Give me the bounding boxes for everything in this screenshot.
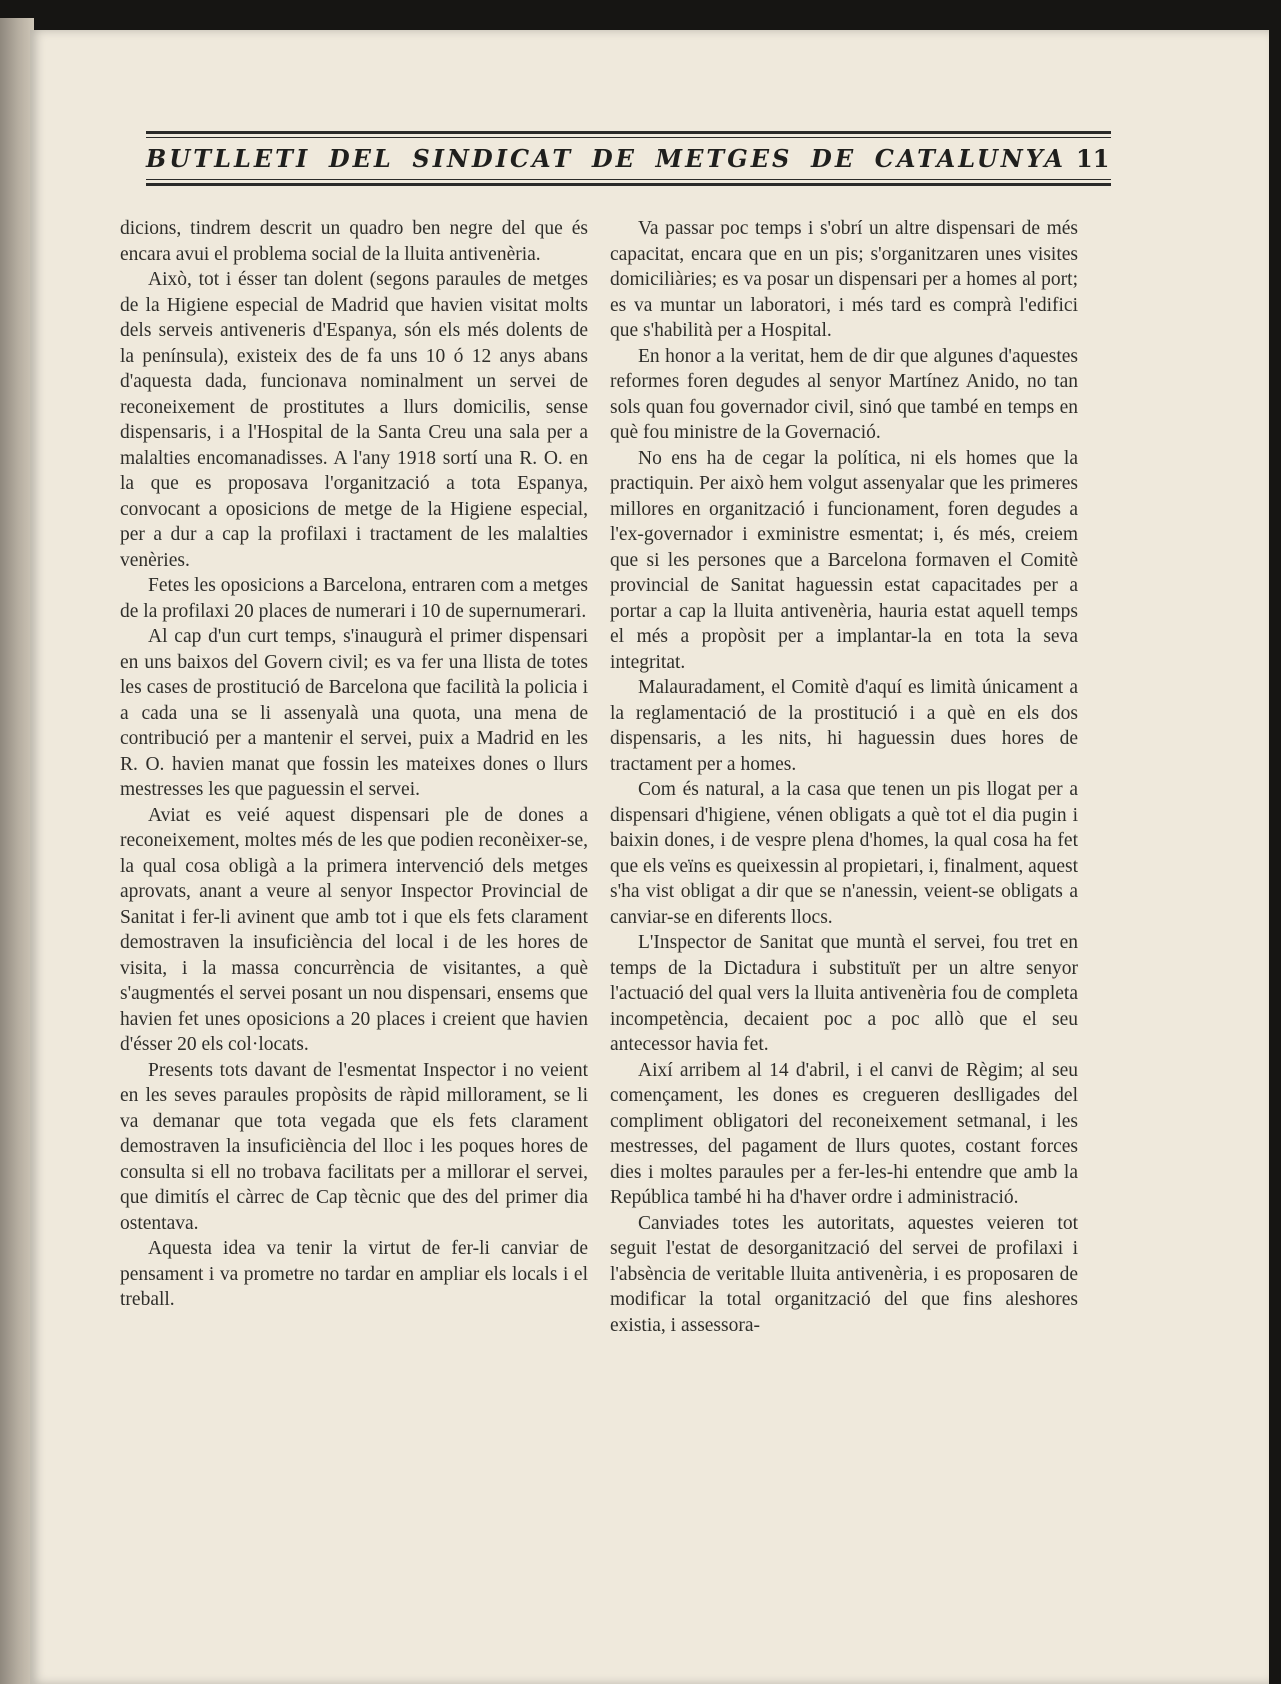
- adjacent-page-edge: [0, 18, 34, 1684]
- title-word: SINDICAT: [412, 144, 574, 173]
- paragraph: Fetes les oposicions a Barcelona, entraren com a metges de la profilaxi 20 places de numerari i 10 de supernumerari.: [120, 575, 588, 622]
- title-word: METGES: [655, 144, 793, 173]
- paragraph: Així arribem al 14 d'abril, i el canvi de Règim; al seu començament, les dones es cregueren deslligades del compliment obligatori del reconeixement setmanal, i les mestresses, del pagament de llurs quotes, costant forces dies i moltes paraules per a fer-les-hi entendre que amb la República també hi ha d'haver ordre i administració.: [610, 1059, 1078, 1208]
- left-column: [120, 216, 588, 1313]
- running-title: [146, 144, 1066, 173]
- right-column: [610, 216, 1078, 1338]
- page-number: 11: [1076, 144, 1110, 173]
- paragraph: En honor a la veritat, hem de dir que algunes d'aquestes reformes foren degudes al senyor Martínez Anido, no tan sols quan fou governador civil, sinó que també en temps en què fou ministre de la Governació.: [610, 345, 1078, 443]
- header-rule-bottom: [146, 179, 1111, 186]
- title-word: DE: [591, 144, 637, 173]
- title-word: DEL: [328, 144, 394, 173]
- header-rule-top: [146, 131, 1111, 138]
- paragraph: Va passar poc temps i s'obrí un altre dispensari de més capacitat, encara que en un pis; s'organitzaren unes visites domiciliàries; es va posar un dispensari per a homes al port; es va muntar un laboratori, i més tard es comprà l'edifici que s'habilità per a Hospital.: [610, 218, 1078, 341]
- paragraph: No ens ha de cegar la política, ni els homes que la practiquin. Per això hem volgut assenyalar que les primeres millores en organització i funcionament, foren degudes a l'ex-governador i exministre esmentat; i, és més, creiem que si les persones que a Barcelona formaven el Comitè provincial de Sanitat haguessin estat capacitades per a portar a cap la lluita antivenèria, hauria estat aquell temps el més a propòsit per a implantar-la en tota la seva integritat.: [610, 447, 1078, 673]
- paragraph: L'Inspector de Sanitat que muntà el servei, fou tret en temps de la Dictadura i substituït per un altre senyor l'actuació del qual vers la lluita antivenèria fou de completa incompetència, decaient poc a poc allò que el seu antecessor havia fet.: [610, 932, 1078, 1055]
- paragraph: dicions, tindrem descrit un quadro ben negre del que és encara avui el problema social de la lluita antivenèria.: [120, 218, 588, 265]
- paragraph: Aviat es veié aquest dispensari ple de dones a reconeixement, moltes més de les que podien reconèixer-se, la qual cosa obligà a la primera intervenció dels metges aprovats, anant a veure al senyor Inspector Provincial de Sanitat i fer-li avinent que amb tot i que els fets clarament demostraven la insuficiència del local i de les hores de visita, i la massa concurrència de visitantes, a què s'augmentés el servei posant un nou dispensari, ensems que havien fet unes oposicions a 20 places i creient que havien d'ésser 20 els col·locats.: [120, 804, 588, 1055]
- paragraph: Aquesta idea va tenir la virtut de fer-li canviar de pensament i va prometre no tardar en ampliar els locals i el treball.: [120, 1238, 588, 1310]
- paragraph: Això, tot i ésser tan dolent (segons paraules de metges de la Higiene especial de Madrid que havien visitat molts dels serveis antiveneris d'Espanya, són els més dolents de la península), existeix des de fa uns 10 ó 12 anys abans d'aquesta dada, funcionava nominalment un servei de reconeixement de prostitutes a llurs domicilis, sense dispensaris, i a l'Hospital de la Santa Creu una sala per a malalties encomanadisses. A l'any 1918 sortí una R. O. en la que es proposava l'organització a tota Espanya, convocant a oposicions de metge de la Higiene especial, per a dur a cap la profilaxi i tractament de les malalties venèries.: [120, 269, 588, 571]
- title-word: BUTLLETI: [146, 144, 311, 173]
- title-word: CATALUNYA: [874, 144, 1066, 173]
- paragraph: Al cap d'un curt temps, s'inaugurà el primer dispensari en uns baixos del Govern civil; es va fer una llista de totes les cases de prostitució de Barcelona que facilità la policia i a cada una se li assenyalà una quota, una mena de contribució per a mantenir el servei, puix a Madrid en les R. O. havien manat que fossin les mateixes dones o llurs mestresses les que paguessin el servei.: [120, 626, 588, 800]
- paragraph: Com és natural, a la casa que tenen un pis llogat per a dispensari d'higiene, vénen obligats a què tot el dia pugin i baixin dones, i de vespre plena d'homes, la qual cosa ha fet que els veïns es queixessin al propietari, i, finalment, aquest s'ha vist obligat a dir que se n'anessin, veient-se obligats a canviar-se en diferents llocs.: [610, 779, 1078, 928]
- paragraph: Malauradament, el Comitè d'aquí es limità únicament a la reglamentació de la prostitució i a què en els dos dispensaris, a les nits, hi haguessin dues hores de tractament per a homes.: [610, 677, 1078, 775]
- journal-page: [30, 30, 1269, 1684]
- paragraph: Presents tots davant de l'esmentat Inspector i no veient en les seves paraules propòsits de ràpid millorament, se li va demanar que tota vegada que els fets clarament demostraven la insuficiència del lloc i les poques hores de consulta si ell no trobava facilitats per a millorar el servei, que dimitís el càrrec de Cap tècnic que des del primer dia ostentava.: [120, 1059, 588, 1234]
- title-word: DE: [811, 144, 857, 173]
- paragraph: Canviades totes les autoritats, aquestes veieren tot seguit l'estat de desorganització del servei de profilaxi i l'absència de veritable lluita antivenèria, i es proposaren de modificar la total organització del que fins aleshores existia, i assessora-: [610, 1212, 1078, 1336]
